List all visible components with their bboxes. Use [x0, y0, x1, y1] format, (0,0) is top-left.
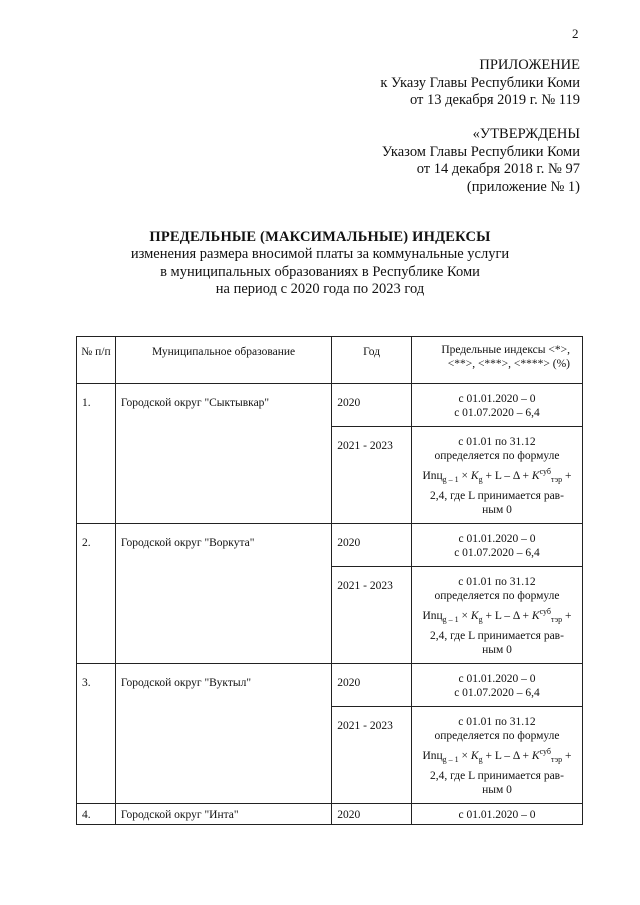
page-number: 2 — [572, 26, 579, 41]
index-line: с 01.01 по 31.12 — [458, 576, 536, 589]
index-line: 2,4, где L принимается рав- — [430, 770, 564, 783]
document-title — [0, 228, 640, 299]
index-line: с 01.01.2020 – 0 — [458, 393, 536, 405]
row-index-formula — [411, 427, 582, 524]
appendix-date: от 13 декабря 2019 г. № 119 — [410, 92, 580, 108]
row-year: 2021 - 2023 — [332, 567, 412, 664]
row-index-2020 — [411, 524, 582, 567]
index-line: с 01.07.2020 – 6,4 — [454, 407, 540, 419]
appendix-decree: к Указу Главы Республики Коми — [380, 74, 580, 91]
index-line: с 01.01.2020 – 0 — [458, 533, 536, 546]
row-municipality: Городской округ "Вуктыл" — [115, 664, 331, 804]
index-line: определяется по формуле — [434, 730, 560, 743]
row-year: 2020 — [332, 384, 412, 427]
row-municipality: Городской округ "Сыктывкар" — [115, 384, 331, 524]
index-line: с 01.01.2020 – 0 — [458, 673, 536, 686]
header-indices: Предельные индексы <*>, <**>, <***>, <****> (%) — [411, 337, 582, 384]
row-index-formula — [411, 567, 582, 664]
index-line: 2,4, где L принимается рав- — [430, 490, 564, 503]
index-formula: $Иnц_{g - 1} \times K_g + L - \Delta + K^{суб}_{тэр}$ + — [422, 467, 572, 485]
appendix-title: ПРИЛОЖЕНИЕ — [479, 57, 580, 73]
index-line: определяется по формуле — [434, 450, 560, 462]
index-line: с 01.07.2020 – 6,4 — [454, 547, 540, 560]
row-municipality: Городской округ "Воркута" — [115, 524, 331, 664]
title-sub-2: в муниципальных образованиях в Республике Коми — [160, 263, 480, 280]
table-row — [77, 804, 583, 825]
approved-header — [382, 126, 580, 196]
indices-table — [76, 336, 583, 825]
row-num: 3. — [77, 664, 116, 804]
row-year: 2020 — [332, 804, 412, 825]
header-num: № п/п — [77, 337, 116, 384]
row-index-formula — [411, 707, 582, 804]
table-row — [77, 384, 583, 427]
row-index-2020 — [411, 804, 582, 825]
appendix-header — [380, 57, 580, 110]
row-num: 1. — [77, 384, 116, 524]
approved-date: от 14 декабря 2018 г. № 97 — [416, 161, 580, 177]
row-num: 2. — [77, 524, 116, 664]
index-line: ным 0 — [482, 644, 512, 657]
index-line: ным 0 — [482, 504, 512, 517]
row-year: 2020 — [332, 524, 412, 567]
row-index-2020 — [411, 664, 582, 707]
table-row — [77, 524, 583, 567]
table-header-row — [77, 337, 583, 384]
row-year: 2020 — [332, 664, 412, 707]
index-line: определяется по формуле — [434, 590, 560, 603]
approved-title: «УТВЕРЖДЕНЫ — [472, 126, 580, 142]
row-municipality: Городской округ "Инта" — [115, 804, 331, 825]
row-num: 4. — [77, 804, 116, 825]
approved-decree: Указом Главы Республики Коми — [381, 143, 580, 160]
title-main: ПРЕДЕЛЬНЫЕ (МАКСИМАЛЬНЫЕ) ИНДЕКСЫ — [149, 229, 491, 245]
index-line: 2,4, где L принимается рав- — [430, 630, 564, 643]
header-municipality: Муниципальное образование — [115, 337, 331, 384]
index-line: с 01.01 по 31.12 — [458, 716, 536, 729]
index-formula: $Иnц_{g - 1} \times K_g + L - \Delta + K^{суб}_{тэр}$ + — [422, 607, 572, 625]
index-line: с 01.01 по 31.12 — [458, 436, 536, 448]
title-sub-3: на период с 2020 года по 2023 год — [215, 281, 425, 297]
row-index-2020 — [411, 384, 582, 427]
table-row — [77, 664, 583, 707]
row-year: 2021 - 2023 — [332, 427, 412, 524]
index-line: с 01.01.2020 – 0 — [458, 809, 536, 822]
row-year: 2021 - 2023 — [332, 707, 412, 804]
approved-appendix-ref: (приложение № 1) — [466, 178, 580, 195]
header-year: Год — [332, 337, 412, 384]
title-sub-1: изменения размера вносимой платы за коммунальные услуги — [130, 246, 510, 262]
index-formula: $Иnц_{g - 1} \times K_g + L - \Delta + K^{суб}_{тэр}$ + — [422, 747, 572, 765]
index-line: с 01.07.2020 – 6,4 — [454, 687, 540, 700]
index-line: ным 0 — [482, 784, 512, 797]
